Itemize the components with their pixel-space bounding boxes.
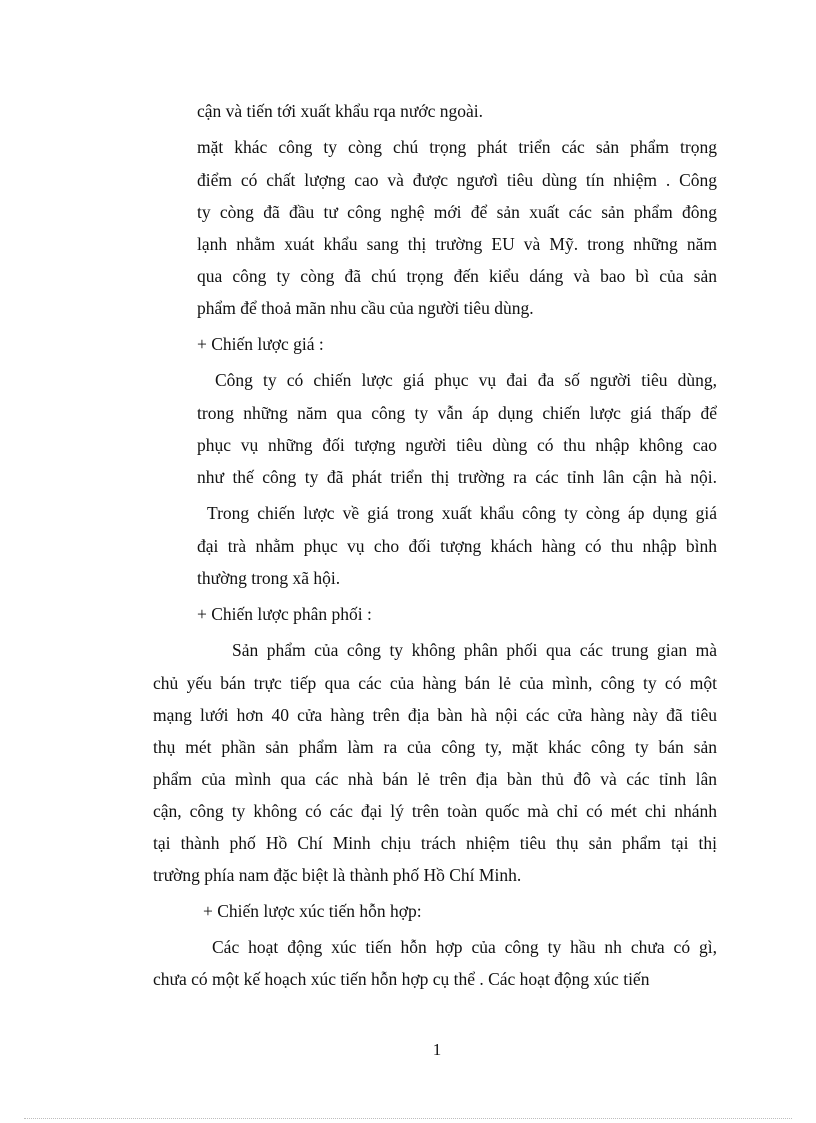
section-heading: + Chiến lược phân phối : — [197, 604, 372, 624]
text-line: Các hoạt động xúc tiến hỗn hợp của công ty hầu nh chưa có gì, — [212, 937, 717, 957]
text-line: Sản phẩm của công ty không phân phối qua các trung gian mà — [232, 640, 717, 660]
text-line: chủ yếu bán trực tiếp qua các của hàng bán lẻ của mình, công ty có một — [153, 673, 717, 693]
text-line: trường phía nam đặc biệt là thành phố Hồ Chí Minh. — [153, 865, 522, 885]
text-line: thường trong xã hội. — [197, 568, 341, 588]
section-heading: + Chiến lược xúc tiến hỗn hợp: — [203, 901, 422, 921]
text-line: chưa có một kế hoạch xúc tiến hỗn hợp cụ thể . Các hoạt động xúc tiến — [153, 969, 650, 989]
text-line: phục vụ những đối tượng người tiêu dùng có thu nhập không cao — [197, 435, 717, 455]
page-number: 1 — [432, 1040, 442, 1059]
text-line: như thế công ty đã phát triển thị trường ra các tỉnh lân cận hà nội. — [197, 467, 717, 487]
text-line: Công ty có chiến lược giá phục vụ đai đa số người tiêu dùng, — [215, 370, 717, 390]
text-line: thụ mét phần sản phẩm làm ra của công ty, mặt khác công ty bán sản — [153, 737, 717, 757]
text-line: cận và tiến tới xuất khẩu rqa nước ngoài. — [197, 101, 484, 121]
text-line: Trong chiến lược về giá trong xuất khẩu công ty còng áp dụng giá — [207, 503, 717, 523]
page-bottom-divider — [24, 1118, 792, 1119]
text-line: điểm có chất lượng cao và được ngươì tiêu dùng tín nhiệm . Công — [197, 170, 717, 190]
text-line: phẩm của mình qua các nhà bán lẻ trên địa bàn thủ đô và các tỉnh lân — [153, 769, 717, 789]
text-line: trong những năm qua công ty vẫn áp dụng chiến lược giá thấp để — [197, 403, 717, 423]
text-line: mặt khác công ty còng chú trọng phát triển các sản phẩm trọng — [197, 137, 717, 157]
text-line: tại thành phố Hồ Chí Minh chịu trách nhiệm tiêu thụ sản phẩm tại thị — [153, 833, 717, 853]
text-line: lạnh nhằm xuát khẩu sang thị trường EU và Mỹ. trong những năm — [197, 234, 717, 254]
text-line: qua công ty còng đã chú trọng đến kiểu dáng và bao bì của sản — [197, 266, 717, 286]
section-heading: + Chiến lược giá : — [197, 334, 324, 354]
text-line: đại trà nhằm phục vụ cho đối tượng khách hàng có thu nhập bình — [197, 536, 717, 556]
text-line: phẩm để thoả mãn nhu cầu của người tiêu dùng. — [197, 298, 534, 318]
text-line: mạng lưới hơn 40 cửa hàng trên địa bàn hà nội các cửa hàng này đã tiêu — [153, 705, 717, 725]
text-line: ty còng đã đầu tư công nghệ mới để sản xuất các sản phẩm đông — [197, 202, 717, 222]
text-line: cận, công ty không có các đại lý trên toàn quốc mà chỉ có mét chi nhánh — [153, 801, 717, 821]
